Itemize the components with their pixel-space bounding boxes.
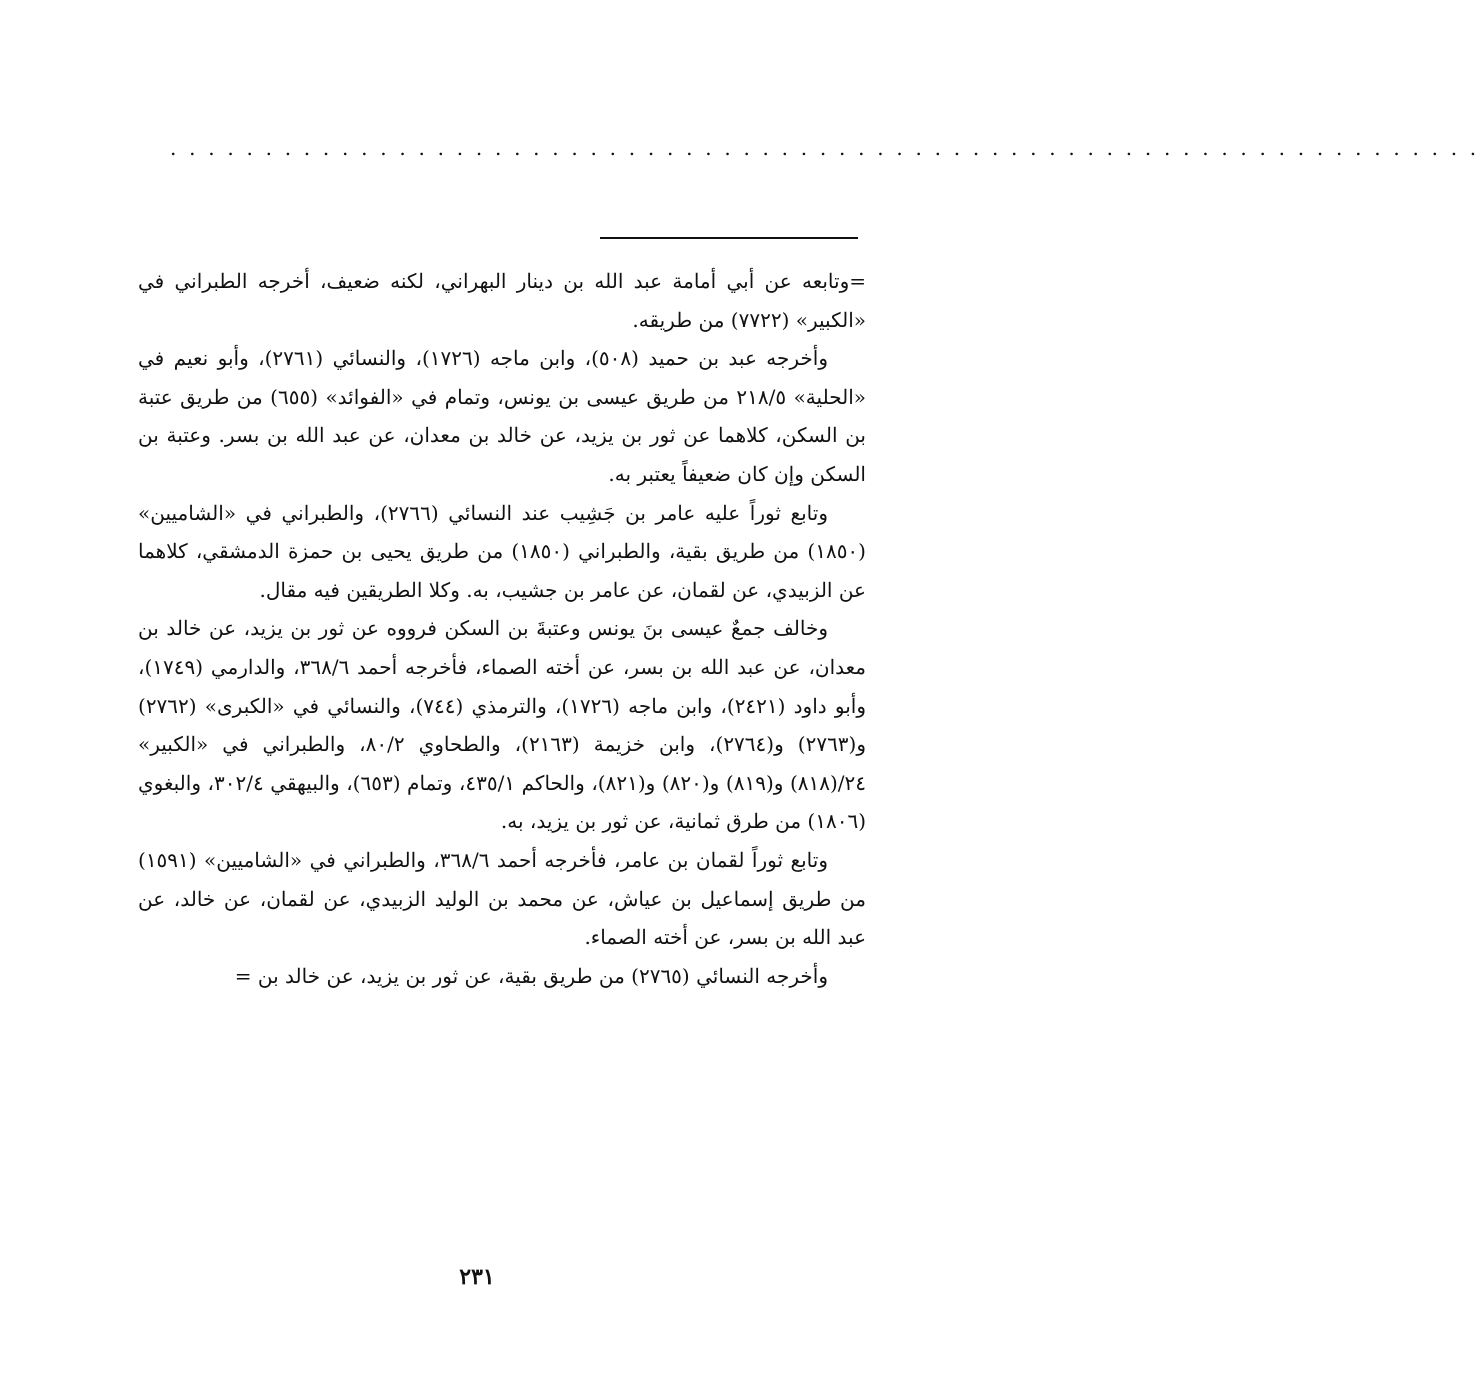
footnotes-block <box>138 262 866 995</box>
page-number: ٢٣١ <box>459 1264 495 1290</box>
footnote-paragraph-continuation: =وتابعه عن أبي أمامة عبد الله بن دينار البهراني، لكنه ضعيف، أخرجه الطبراني في «الكبير» (٧٧٢٢) من طريقه. <box>138 269 866 332</box>
footnote-paragraph-takhrij: وأخرجه عبد بن حميد (٥٠٨)، وابن ماجه (١٧٢٦)، والنسائي (٢٧٦١)، وأبو نعيم في «الحلية» ٢١٨/٥ من طريق عيسى بن يونس، وتمام في «الفوائد» (٦٥٥) من طريق عتبة بن السكن، كلاهما عن ثور بن يزيد، عن خالد بن معدان، عن عبد الله بن بسر. وعتبة بن السكن وإن كان ضعيفاً يعتبر به. <box>138 346 866 486</box>
footnote-paragraph-luqman-mutabaa: وتابع ثوراً لقمان بن عامر، فأخرجه أحمد ٣٦٨/٦، والطبراني في «الشاميين» (١٥٩١) من طريق إسماعيل بن عياش، عن محمد بن الوليد الزبيدي، عن لقمان، عن خالد، عن عبد الله بن بسر، عن أخته الصماء. <box>138 847 866 950</box>
footnote-paragraph-amir-mutabaa: وتابع ثوراً عليه عامر بن جَشِيب عند النسائي (٢٧٦٦)، والطبراني في «الشاميين» (١٨٥٠) من طريق بقية، والطبراني (١٨٥٠) من طريق يحيى بن حمزة الدمشقي، كلاهما عن الزبيدي، عن لقمان، عن عامر بن جشيب، به. وكلا الطريقين فيه مقال. <box>138 500 866 602</box>
dotted-separator: . . . . . . . . . . . . . . . . . . . . . . . . . . . . . . . . . . . . . . . . . . . . . . . . . . . . . . . . . . . . . . . . . . . . . <box>170 136 1479 160</box>
footnote-rule <box>600 237 858 239</box>
footnote-paragraph-khilaf: وخالف جمعٌ عيسى بنَ يونس وعتبةَ بن السكن فرووه عن ثور بن يزيد، عن خالد بن معدان، عن عبد الله بن بسر، عن أخته الصماء، فأخرجه أحمد ٣٦٨/٦، والدارمي (١٧٤٩)، وأبو داود (٢٤٢١)، وابن ماجه (١٧٢٦)، والترمذي (٧٤٤)، والنسائي في «الكبرى» (٢٧٦٢) و(٢٧٦٣) و(٢٧٦٤)، وابن خزيمة (٢١٦٣)، والطحاوي ٨٠/٢، والطبراني في «الكبير» ٢٤/(٨١٨) و(٨١٩) و(٨٢٠) و(٨٢١)، والحاكم ٤٣٥/١، وتمام (٦٥٣)، والبيهقي ٣٠٢/٤، والبغوي (١٨٠٦) من طرق ثمانية، عن ثور بن يزيد، به. <box>138 616 867 834</box>
footnote-paragraph-nasai: وأخرجه النسائي (٢٧٦٥) من طريق بقية، عن ثور بن يزيد، عن خالد بن = <box>234 963 828 988</box>
